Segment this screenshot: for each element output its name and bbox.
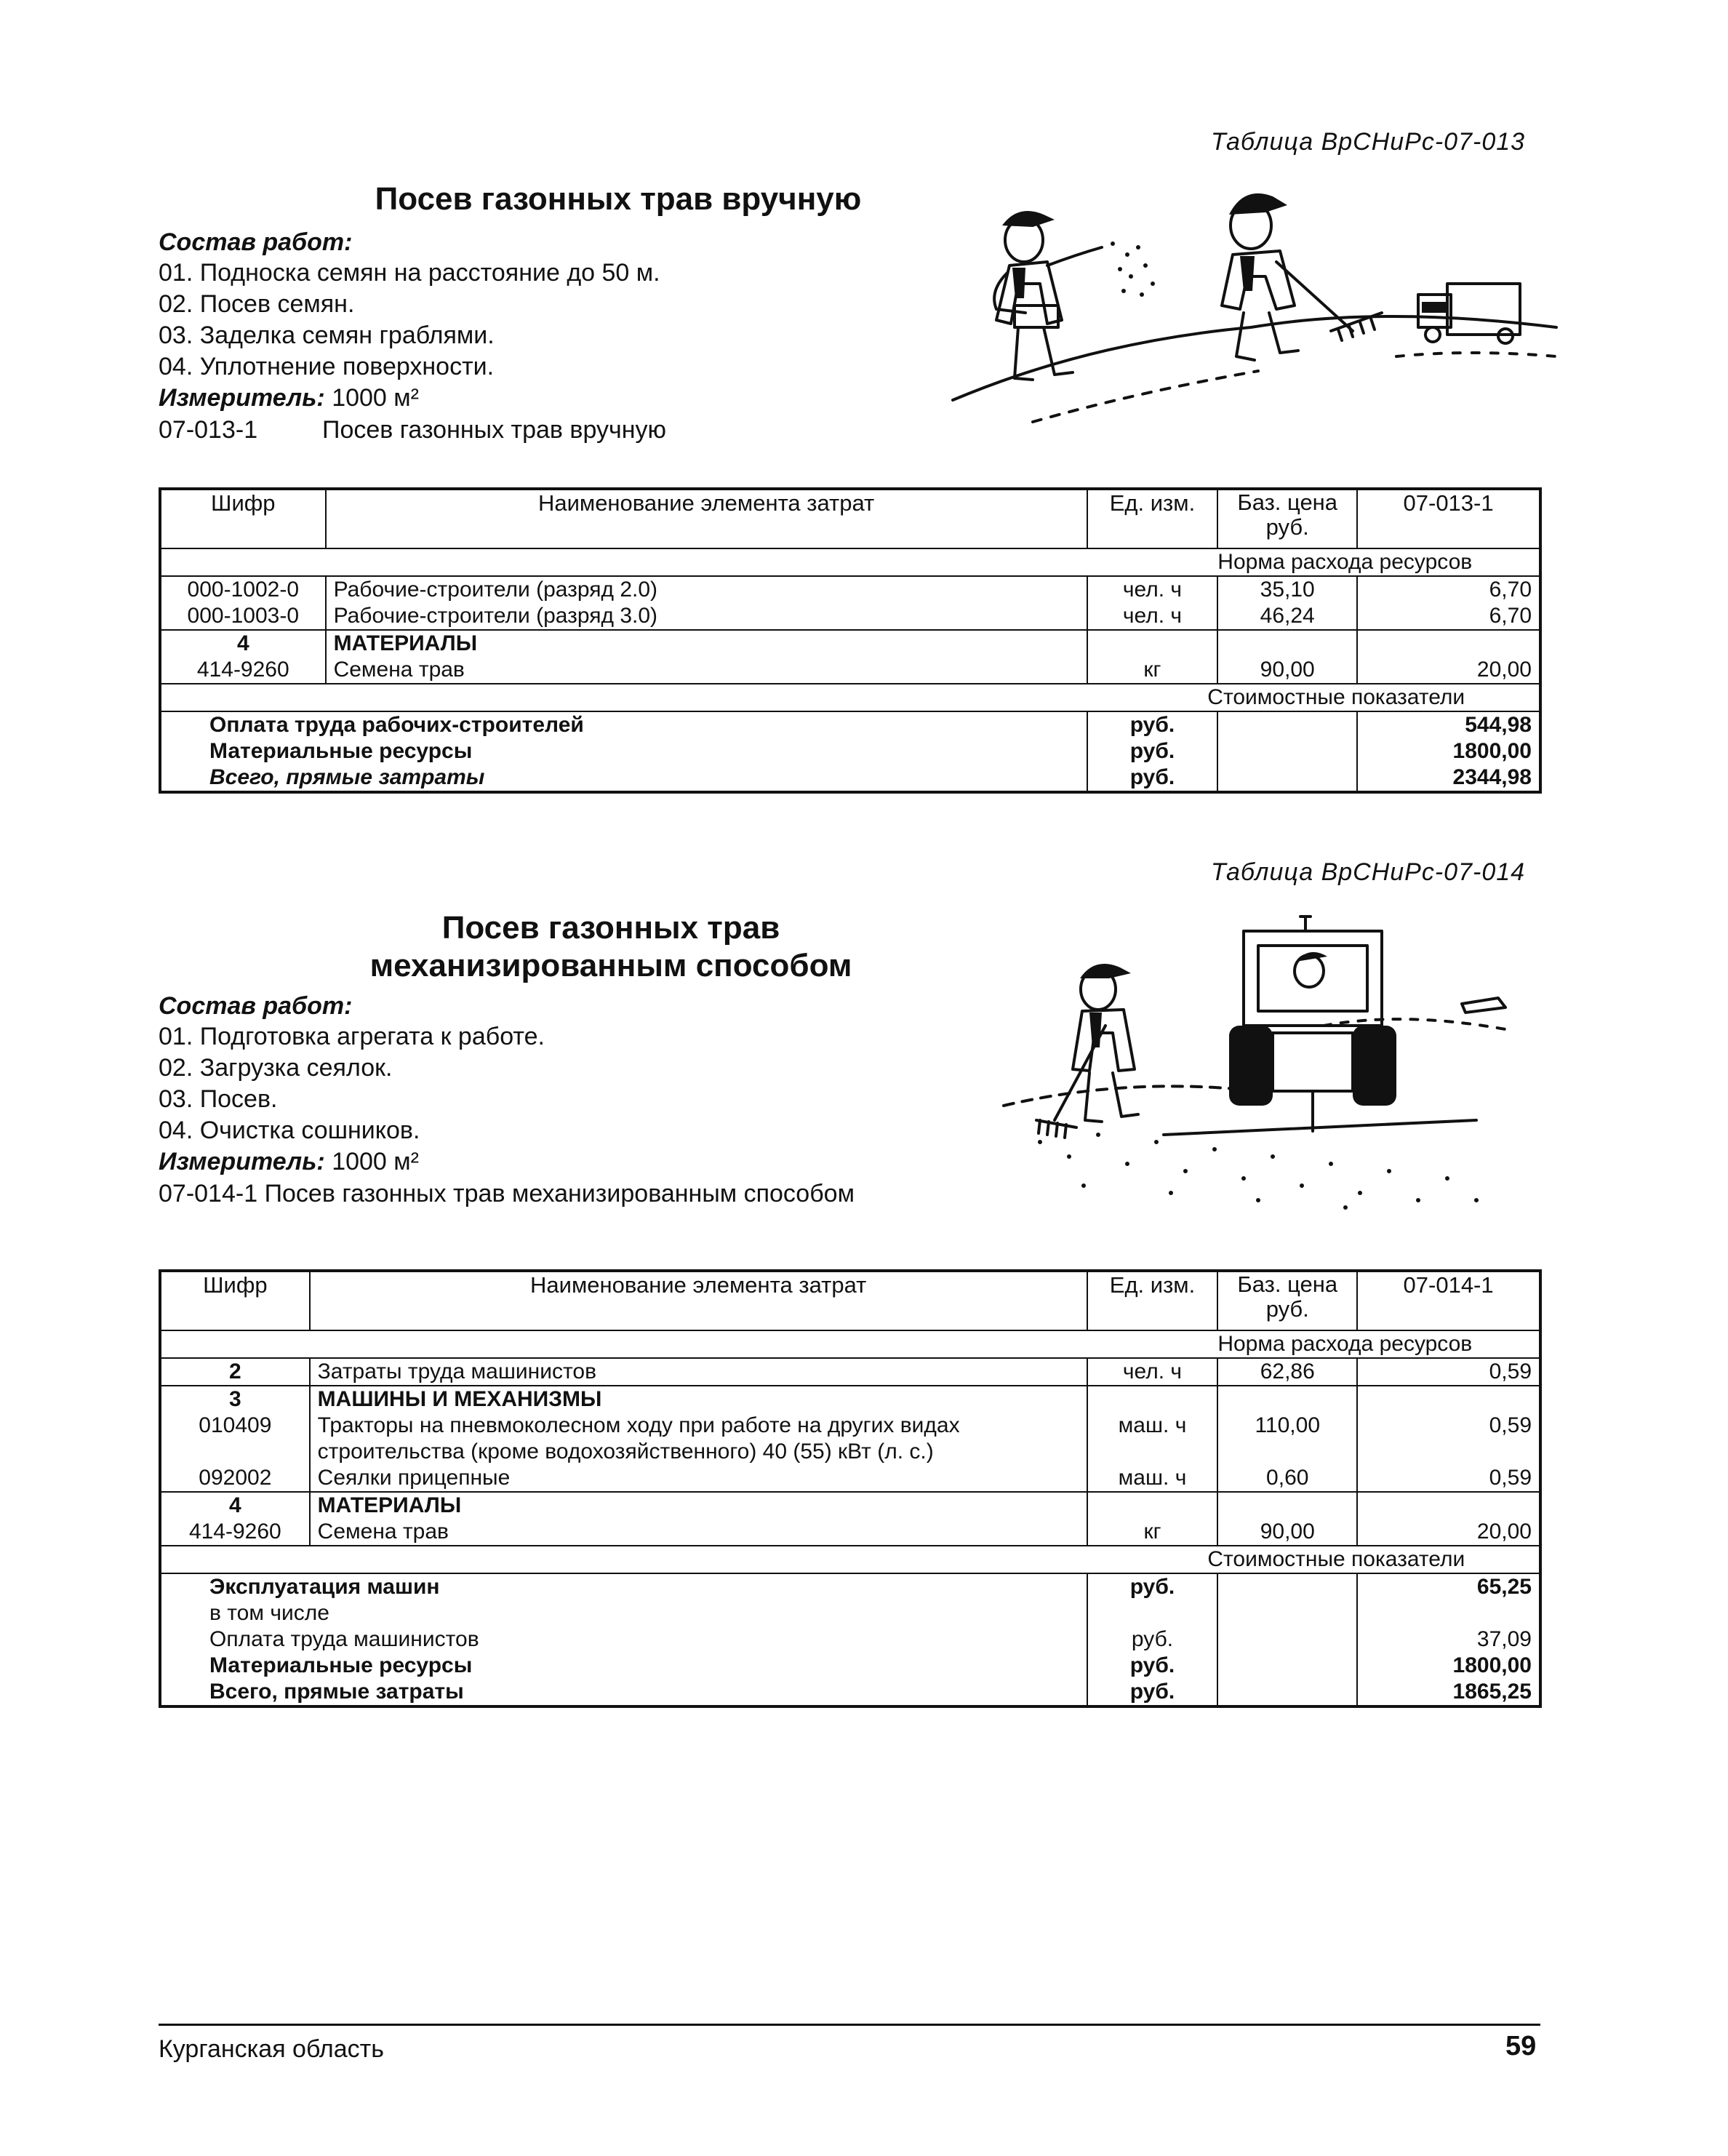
- page-number: 59: [1505, 2031, 1537, 2061]
- steps-list-2: [159, 1021, 545, 1146]
- meter-value: 1000 м²: [332, 384, 419, 412]
- table-row: 414-9260 Семена трав кг 90,00 20,00: [160, 1519, 1540, 1546]
- cost-caption: Стоимостные показатели: [1217, 684, 1540, 711]
- table-header-row: [160, 1271, 1540, 1330]
- header-norm: 07-014-1: [1357, 1271, 1540, 1330]
- cost-row: Всего, прямые затраты руб. 2344,98: [160, 764, 1540, 792]
- meter-line-2: [159, 1146, 419, 1178]
- cost-row: Всего, прямые затраты руб. 1865,25: [160, 1679, 1540, 1706]
- header-unit: Ед. изм.: [1087, 1271, 1218, 1330]
- table-row: 414-9260 Семена трав кг 90,00 20,00: [160, 657, 1540, 684]
- composition-label-2: Состав работ:: [159, 992, 353, 1020]
- cost-row: в том числе: [160, 1600, 1540, 1626]
- cost-table-2: [159, 1269, 1542, 1708]
- section-title-1: Посев газонных трав вручную: [375, 181, 862, 217]
- footer-region: Курганская область: [159, 2035, 384, 2063]
- step-item: 04. Очистка сошников.: [159, 1117, 420, 1144]
- table-caption-1: Таблица ВрСНиРс-07-013: [1211, 128, 1526, 156]
- step-item: 02. Посев семян.: [159, 290, 355, 318]
- composition-label-1: Состав работ:: [159, 228, 353, 256]
- step-item: 03. Посев.: [159, 1085, 278, 1113]
- group-row-machines: 3 МАШИНЫ И МЕХАНИЗМЫ: [160, 1386, 1540, 1413]
- meter-value: 1000 м²: [332, 1148, 419, 1175]
- meter-label: Измеритель:: [159, 384, 325, 412]
- code-line-code: 07-013-1: [159, 416, 258, 444]
- norm-caption-row: [160, 548, 1540, 576]
- header-name: Наименование элемента затрат: [326, 489, 1087, 548]
- code-line-2: [159, 1178, 855, 1210]
- meter-line-1: [159, 383, 419, 414]
- table-header-row: [160, 489, 1540, 548]
- step-item: 04. Уплотнение поверхности.: [159, 353, 495, 380]
- cost-caption-row: [160, 1546, 1540, 1573]
- step-item: 02. Загрузка сеялок.: [159, 1054, 393, 1082]
- step-item: 01. Подготовка агрегата к работе.: [159, 1023, 545, 1050]
- table-row: 000-1003-0 Рабочие-строители (разряд 3.0) чел. ч 46,24 6,70: [160, 603, 1540, 630]
- cost-row: Материальные ресурсы руб. 1800,00: [160, 738, 1540, 764]
- machine-name-line: Тракторы на пневмоколесном ходу при работе на других видах: [317, 1413, 960, 1437]
- section-title-2: [320, 909, 902, 985]
- code-line-code: 07-014-1: [159, 1180, 258, 1207]
- header-price: Баз. цена руб.: [1217, 489, 1357, 548]
- group-row-materials: 4 МАТЕРИАЛЫ: [160, 1492, 1540, 1519]
- footer-rule: [159, 2024, 1540, 2026]
- header-norm: 07-013-1: [1357, 489, 1540, 548]
- header-code: Шифр: [160, 489, 326, 548]
- table-row: 092002 Сеялки прицепные маш. ч 0,60 0,59: [160, 1465, 1540, 1492]
- steps-list-1: [159, 257, 660, 383]
- cost-row: Оплата труда машинистов руб. 37,09: [160, 1626, 1540, 1653]
- table-row: 010409 Тракторы на пневмоколесном ходу при работе на других видах строительства (кроме водохозяйственного) 40 (55) кВт (л. с.) маш. ч 110,00 0,59: [160, 1413, 1540, 1465]
- step-item: 01. Подноска семян на расстояние до 50 м.: [159, 259, 660, 287]
- workers-sowing-by-hand-illustration: [945, 175, 1564, 444]
- norm-caption: Норма расхода ресурсов: [1217, 548, 1540, 576]
- group-row-materials: 4 МАТЕРИАЛЫ: [160, 630, 1540, 657]
- header-unit: Ед. изм.: [1087, 489, 1218, 548]
- norm-caption-row: [160, 1330, 1540, 1358]
- step-item: 03. Заделка семян граблями.: [159, 322, 495, 349]
- cost-row: Материальные ресурсы руб. 1800,00: [160, 1653, 1540, 1679]
- machine-name-line: строительства (кроме водохозяйственного) 40 (55) кВт (л. с.): [317, 1440, 934, 1464]
- header-name: Наименование элемента затрат: [310, 1271, 1087, 1330]
- tractor-sowing-illustration: [996, 902, 1564, 1222]
- header-price: Баз. цена руб.: [1217, 1271, 1357, 1330]
- cost-row: Оплата труда рабочих-строителей руб. 544,98: [160, 711, 1540, 738]
- header-code: Шифр: [160, 1271, 310, 1330]
- section-title-line: механизированным способом: [369, 948, 852, 983]
- table-row: 2 Затраты труда машинистов чел. ч 62,86 0,59: [160, 1358, 1540, 1386]
- code-line-text: Посев газонных трав вручную: [322, 416, 666, 444]
- table-caption-2: Таблица ВрСНиРс-07-014: [1211, 858, 1526, 886]
- cost-table-1: [159, 487, 1542, 794]
- cost-caption: Стоимостные показатели: [1217, 1546, 1540, 1573]
- table-row: 000-1002-0 Рабочие-строители (разряд 2.0) чел. ч 35,10 6,70: [160, 576, 1540, 603]
- meter-label: Измеритель:: [159, 1148, 325, 1175]
- code-line-1: [159, 415, 666, 446]
- cost-caption-row: [160, 684, 1540, 711]
- code-line-text: Посев газонных трав механизированным способом: [264, 1180, 855, 1207]
- norm-caption: Норма расхода ресурсов: [1217, 1330, 1540, 1358]
- cost-row: Эксплуатация машин руб. 65,25: [160, 1573, 1540, 1600]
- section-title-line: Посев газонных трав: [441, 910, 780, 946]
